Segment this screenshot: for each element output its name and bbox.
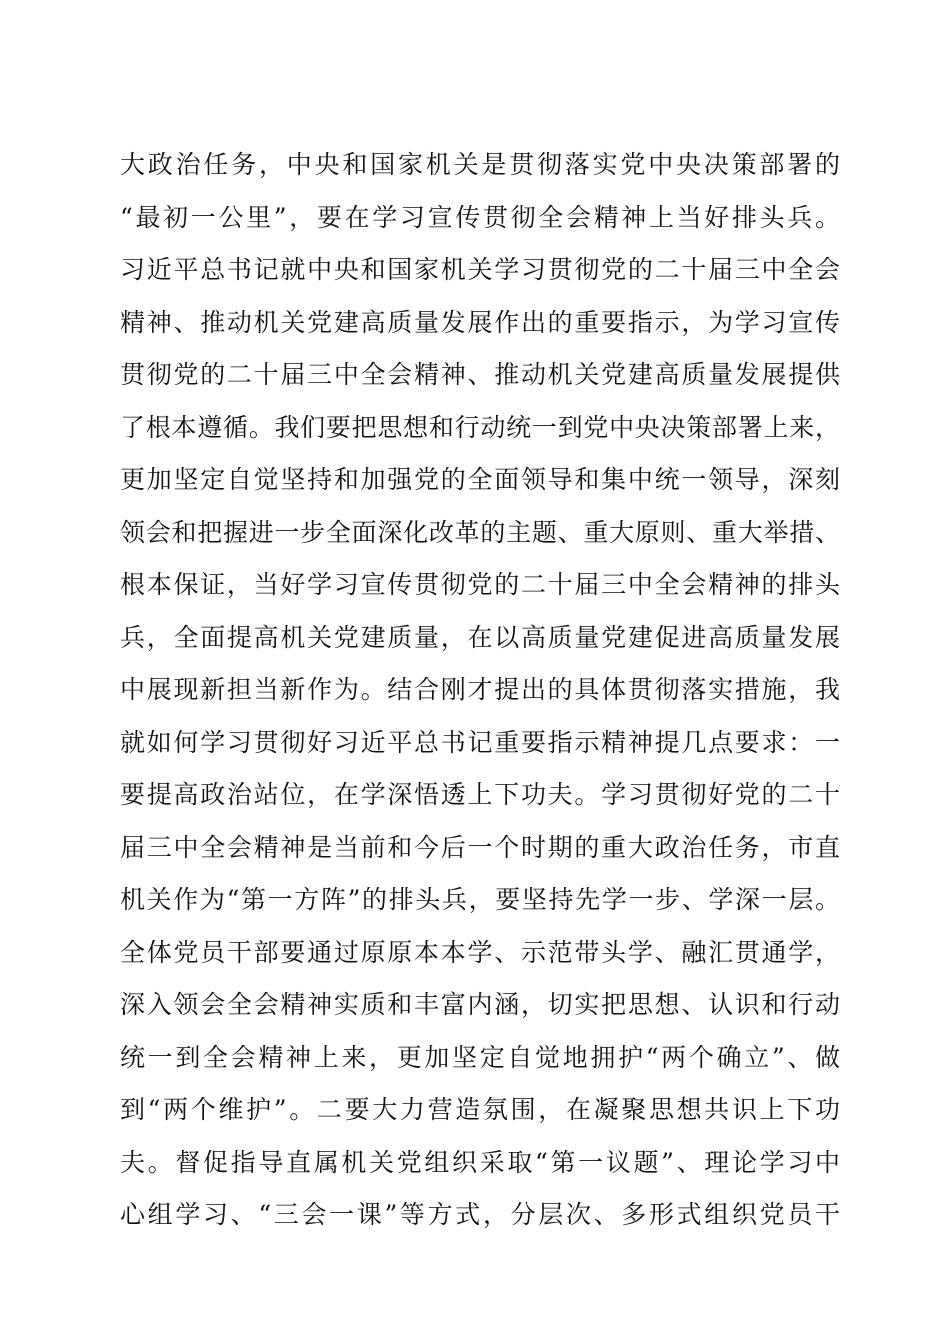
text-line: 要提高政治站位，在学深悟透上下功夫。学习贯彻好党的二十: [120, 780, 840, 809]
text-line: 了根本遵循。我们要把思想和行动统一到党中央决策部署上来，: [120, 412, 840, 442]
text-line: 精神、推动机关党建高质量发展作出的重要指示，为学习宣传: [120, 307, 840, 337]
body-text: [120, 139, 840, 1242]
text-line: 到“两个维护”。二要大力营造氛围，在凝聚思想共识上下功: [120, 1095, 840, 1124]
text-line: “最初一公里”，要在学习宣传贯彻全会精神上当好排头兵。: [120, 202, 840, 232]
text-line: 机关作为“第一方阵”的排头兵，要坚持先学一步、学深一层。: [120, 885, 840, 914]
text-line: 就如何学习贯彻好习近平总书记重要指示精神提几点要求：一: [120, 727, 840, 757]
text-line: 夫。督促指导直属机关党组织采取“第一议题”、理论学习中: [120, 1147, 840, 1177]
text-line: 兵，全面提高机关党建质量，在以高质量党建促进高质量发展: [120, 622, 840, 652]
text-line: 中展现新担当新作为。结合刚才提出的具体贯彻落实措施，我: [120, 675, 840, 704]
text-line: 深入领会全会精神实质和丰富内涵，切实把思想、认识和行动: [120, 990, 840, 1019]
text-line: 更加坚定自觉坚持和加强党的全面领导和集中统一领导，深刻: [120, 465, 840, 494]
text-line: 大政治任务，中央和国家机关是贯彻落实党中央决策部署的: [120, 150, 840, 179]
text-line: 贯彻党的二十届三中全会精神、推动机关党建高质量发展提供: [120, 360, 840, 389]
text-line: 根本保证，当好学习宣传贯彻党的二十届三中全会精神的排头: [120, 570, 840, 599]
text-line: 心组学习、“三会一课”等方式，分层次、多形式组织党员干: [120, 1200, 840, 1229]
text-line: 统一到全会精神上来，更加坚定自觉地拥护“两个确立”、做: [120, 1042, 840, 1072]
text-line: 全体党员干部要通过原原本本学、示范带头学、融汇贯通学，: [120, 937, 840, 967]
text-line: 习近平总书记就中央和国家机关学习贯彻党的二十届三中全会: [120, 255, 840, 284]
text-line: 届三中全会精神是当前和今后一个时期的重大政治任务，市直: [120, 832, 840, 862]
text-line: 领会和把握进一步全面深化改革的主题、重大原则、重大举措、: [120, 517, 840, 547]
